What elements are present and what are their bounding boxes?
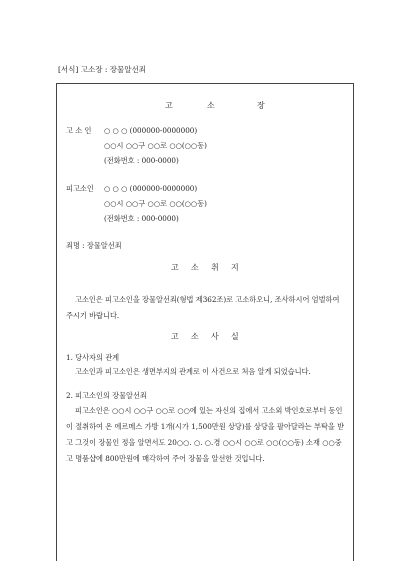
heading-char: 사 <box>211 332 219 341</box>
title-char: 고 <box>165 101 173 110</box>
section1-title: 1. 당사자의 관계 <box>66 353 120 362</box>
heading-char: 지 <box>231 263 239 272</box>
complainant-address: ○○시 ○○구 ○○로 ○○(○○동) <box>104 141 207 150</box>
section1-text: 고소인과 피고소인은 생면부지의 관계로 이 사건으로 처음 알게 되었습니다. <box>75 367 311 376</box>
charge-line: 죄명 : 장물알선죄 <box>66 241 122 250</box>
heading-char: 취 <box>211 263 219 272</box>
accused-label: 피고소인 <box>66 184 94 193</box>
title-char: 장 <box>257 101 265 110</box>
purpose-text: 고소인은 피고소인을 장물알선죄(형법 제362조)로 고소하오니, 조사하시어 엄벌하여 주시기 바랍니다. <box>66 295 340 320</box>
title-char: 소 <box>207 101 215 110</box>
complainant-name: ○ ○ ○ (000000-0000000) <box>104 126 198 135</box>
document-frame <box>56 83 354 561</box>
accused-name: ○ ○ ○ (000000-0000000) <box>104 184 198 193</box>
heading-char: 소 <box>191 332 199 341</box>
section2-text: 피고소인은 ○○시 ○○구 ○○로 ○○에 있는 자신의 집에서 고소외 박인호로부터 동인이 절취하여 온 에르메스 가방 1개(시가 1,500만원 상당)를 상당을 팔아달라는 부탁을 받고 그것이 장물인 정을 알면서도 20○○. ○. ○.경 ○○시 ○○로 ○○(○○동) 소재 ○○중고 명품샵에 800만원에 매각하여 주어 장물을 알선한 것입니다. <box>66 406 345 463</box>
section2-title: 2. 피고소인의 장물알선죄 <box>66 391 147 400</box>
complainant-label: 고 소 인 <box>66 126 92 135</box>
form-label: [서식] 고소장 : 장물알선죄 <box>58 65 146 74</box>
heading-char: 실 <box>231 332 239 341</box>
heading-char: 소 <box>191 263 199 272</box>
heading-char: 고 <box>171 263 179 272</box>
complainant-phone: (전화번호 : 000-0000) <box>104 156 179 165</box>
accused-address: ○○시 ○○구 ○○로 ○○(○○동) <box>104 199 207 208</box>
heading-char: 고 <box>171 332 179 341</box>
accused-phone: (전화번호 : 000-0000) <box>104 214 179 223</box>
